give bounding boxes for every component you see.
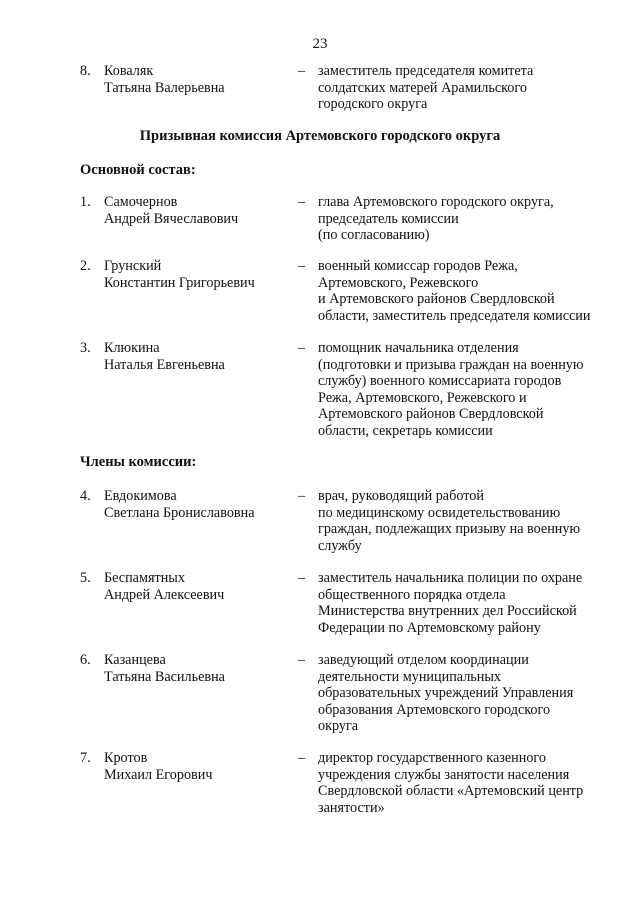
entry-number: 3. — [80, 340, 91, 356]
dash: – — [298, 570, 306, 586]
dash: – — [298, 258, 306, 274]
person-name: Евдокимова Светлана Брониславовна — [104, 488, 255, 521]
person-name: Грунский Константин Григорьевич — [104, 258, 255, 291]
position-description: глава Артемовского городского округа, председатель комиссии (по согласованию) — [318, 194, 554, 244]
dash: – — [298, 340, 306, 356]
position-description: заведующий отделом координации деятельности муниципальных образовательных учреждений Управления образования Артемовского городского округа — [318, 652, 574, 735]
person-name: Самочернов Андрей Вячеславович — [104, 194, 239, 227]
dash: – — [298, 750, 306, 766]
members-heading: Члены комиссии: — [80, 454, 197, 470]
entry-number: 7. — [80, 750, 91, 766]
position-description: врач, руководящий работой по медицинскому освидетельствованию граждан, подлежащих призыву на военную службу — [318, 488, 581, 554]
person-name: Кротов Михаил Егорович — [104, 750, 213, 783]
entry-number: 5. — [80, 570, 91, 586]
dash: – — [298, 488, 306, 504]
main-composition-heading: Основной состав: — [80, 162, 196, 178]
entry-number: 2. — [80, 258, 91, 274]
entry-number: 6. — [80, 652, 91, 668]
person-name: Коваляк Татьяна Валерьевна — [104, 63, 225, 96]
position-description: помощник начальника отделения (подготовки и призыва граждан на военную службу) военного комиссариата городов Режа, Артемовского, Режевского и Артемовского районов Свердловской области, секретарь комиссии — [318, 340, 584, 439]
position-description: заместитель председателя комитета солдатских матерей Арамильского городского округа — [318, 63, 534, 113]
entry-number: 8. — [80, 63, 91, 79]
dash: – — [298, 652, 306, 668]
page-number: 23 — [312, 36, 328, 52]
entry-number: 4. — [80, 488, 91, 504]
position-description: военный комиссар городов Режа, Артемовского, Режевского и Артемовского районов Свердловской области, заместитель председателя комиссии — [318, 258, 591, 324]
person-name: Казанцева Татьяна Васильевна — [104, 652, 225, 685]
entry-number: 1. — [80, 194, 91, 210]
dash: – — [298, 63, 306, 79]
dash: – — [298, 194, 306, 210]
person-name: Клюкина Наталья Евгеньевна — [104, 340, 225, 373]
section-title: Призывная комиссия Артемовского городского округа — [139, 128, 501, 144]
person-name: Беспамятных Андрей Алексеевич — [104, 570, 225, 603]
position-description: директор государственного казенного учреждения службы занятости населения Свердловской области «Артемовский центр занятости» — [318, 750, 584, 816]
position-description: заместитель начальника полиции по охране общественного порядка отдела Министерства внутренних дел Российской Федерации по Артемовскому району — [318, 570, 583, 636]
